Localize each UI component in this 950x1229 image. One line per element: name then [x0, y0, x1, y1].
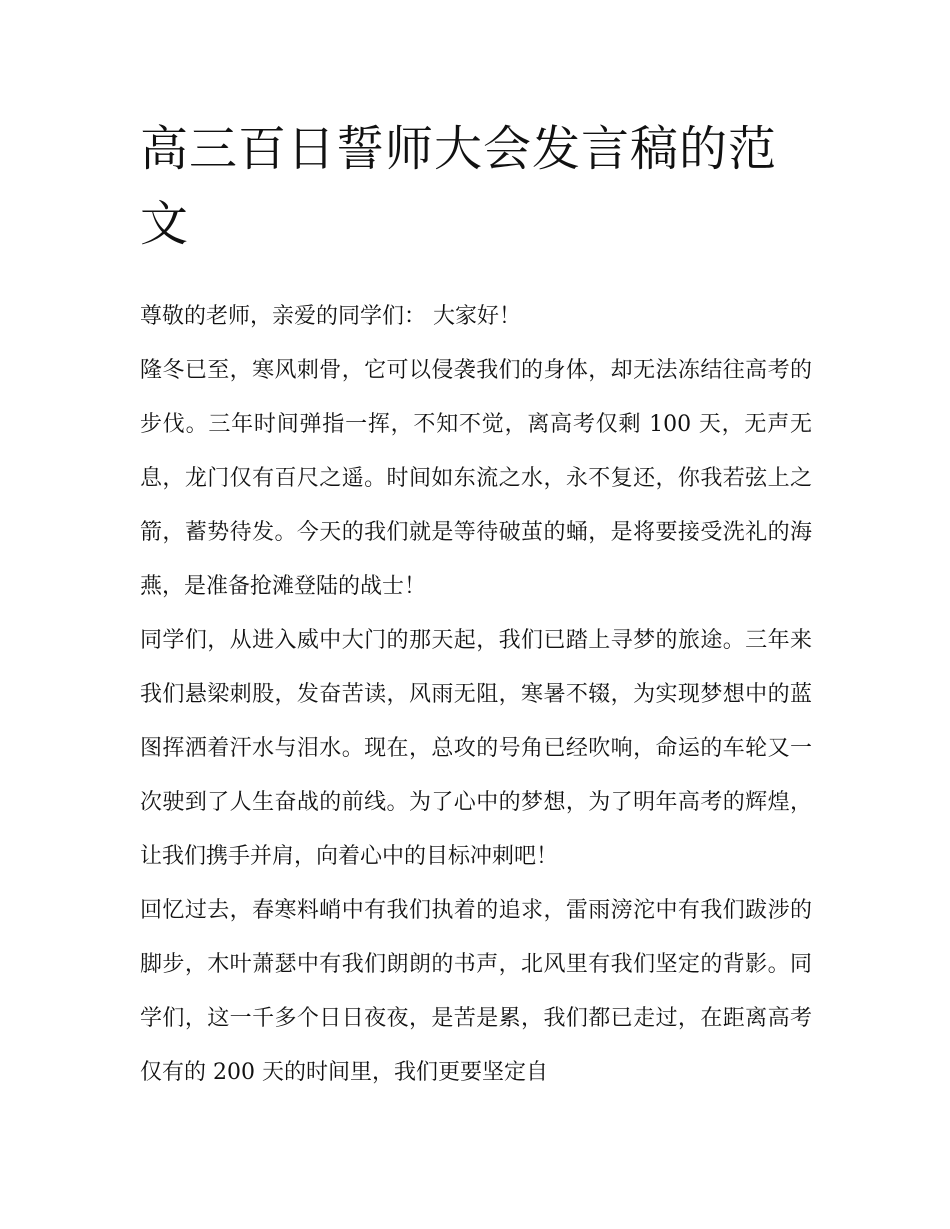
paragraph-greeting: 尊敬的老师，亲爱的同学们： 大家好！	[140, 304, 521, 329]
document-content	[140, 112, 812, 1100]
document-body	[140, 290, 812, 1100]
paragraph-2: 同学们，从进入威中大门的那天起，我们已踏上寻梦的旅途。三年来我们悬梁刺股，发奋苦读，风雨无阻，寒暑不辍，为实现梦想中的蓝图挥洒着汗水与泪水。现在，总攻的号角已经吹响，命运的车轮又一次驶到了人生奋战的前线。为了心中的梦想，为了明年高考的辉煌，让我们携手并肩，向着心中的目标冲刺吧！	[140, 628, 812, 869]
paragraph-3: 回忆过去，春寒料峭中有我们执着的追求，雷雨滂沱中有我们跋涉的脚步，木叶萧瑟中有我们朗朗的书声，北风里有我们坚定的背影。同学们，这一千多个日日夜夜，是苦是累，我们都已走过，在距离高考仅有的 200 天的时间里，我们更要坚定自	[140, 898, 812, 1085]
paragraph-1: 隆冬已至，寒风刺骨，它可以侵袭我们的身体，却无法冻结往高考的步伐。三年时间弹指一挥，不知不觉，离高考仅剩 100 天，无声无息，龙门仅有百尺之遥。时间如东流之水，永不复还，你我若弦上之箭，蓄势待发。今天的我们就是等待破茧的蛹，是将要接受洗礼的海燕，是准备抢滩登陆的战士！	[140, 358, 812, 599]
document-title: 高三百日誓师大会发言稿的范文	[140, 121, 778, 252]
